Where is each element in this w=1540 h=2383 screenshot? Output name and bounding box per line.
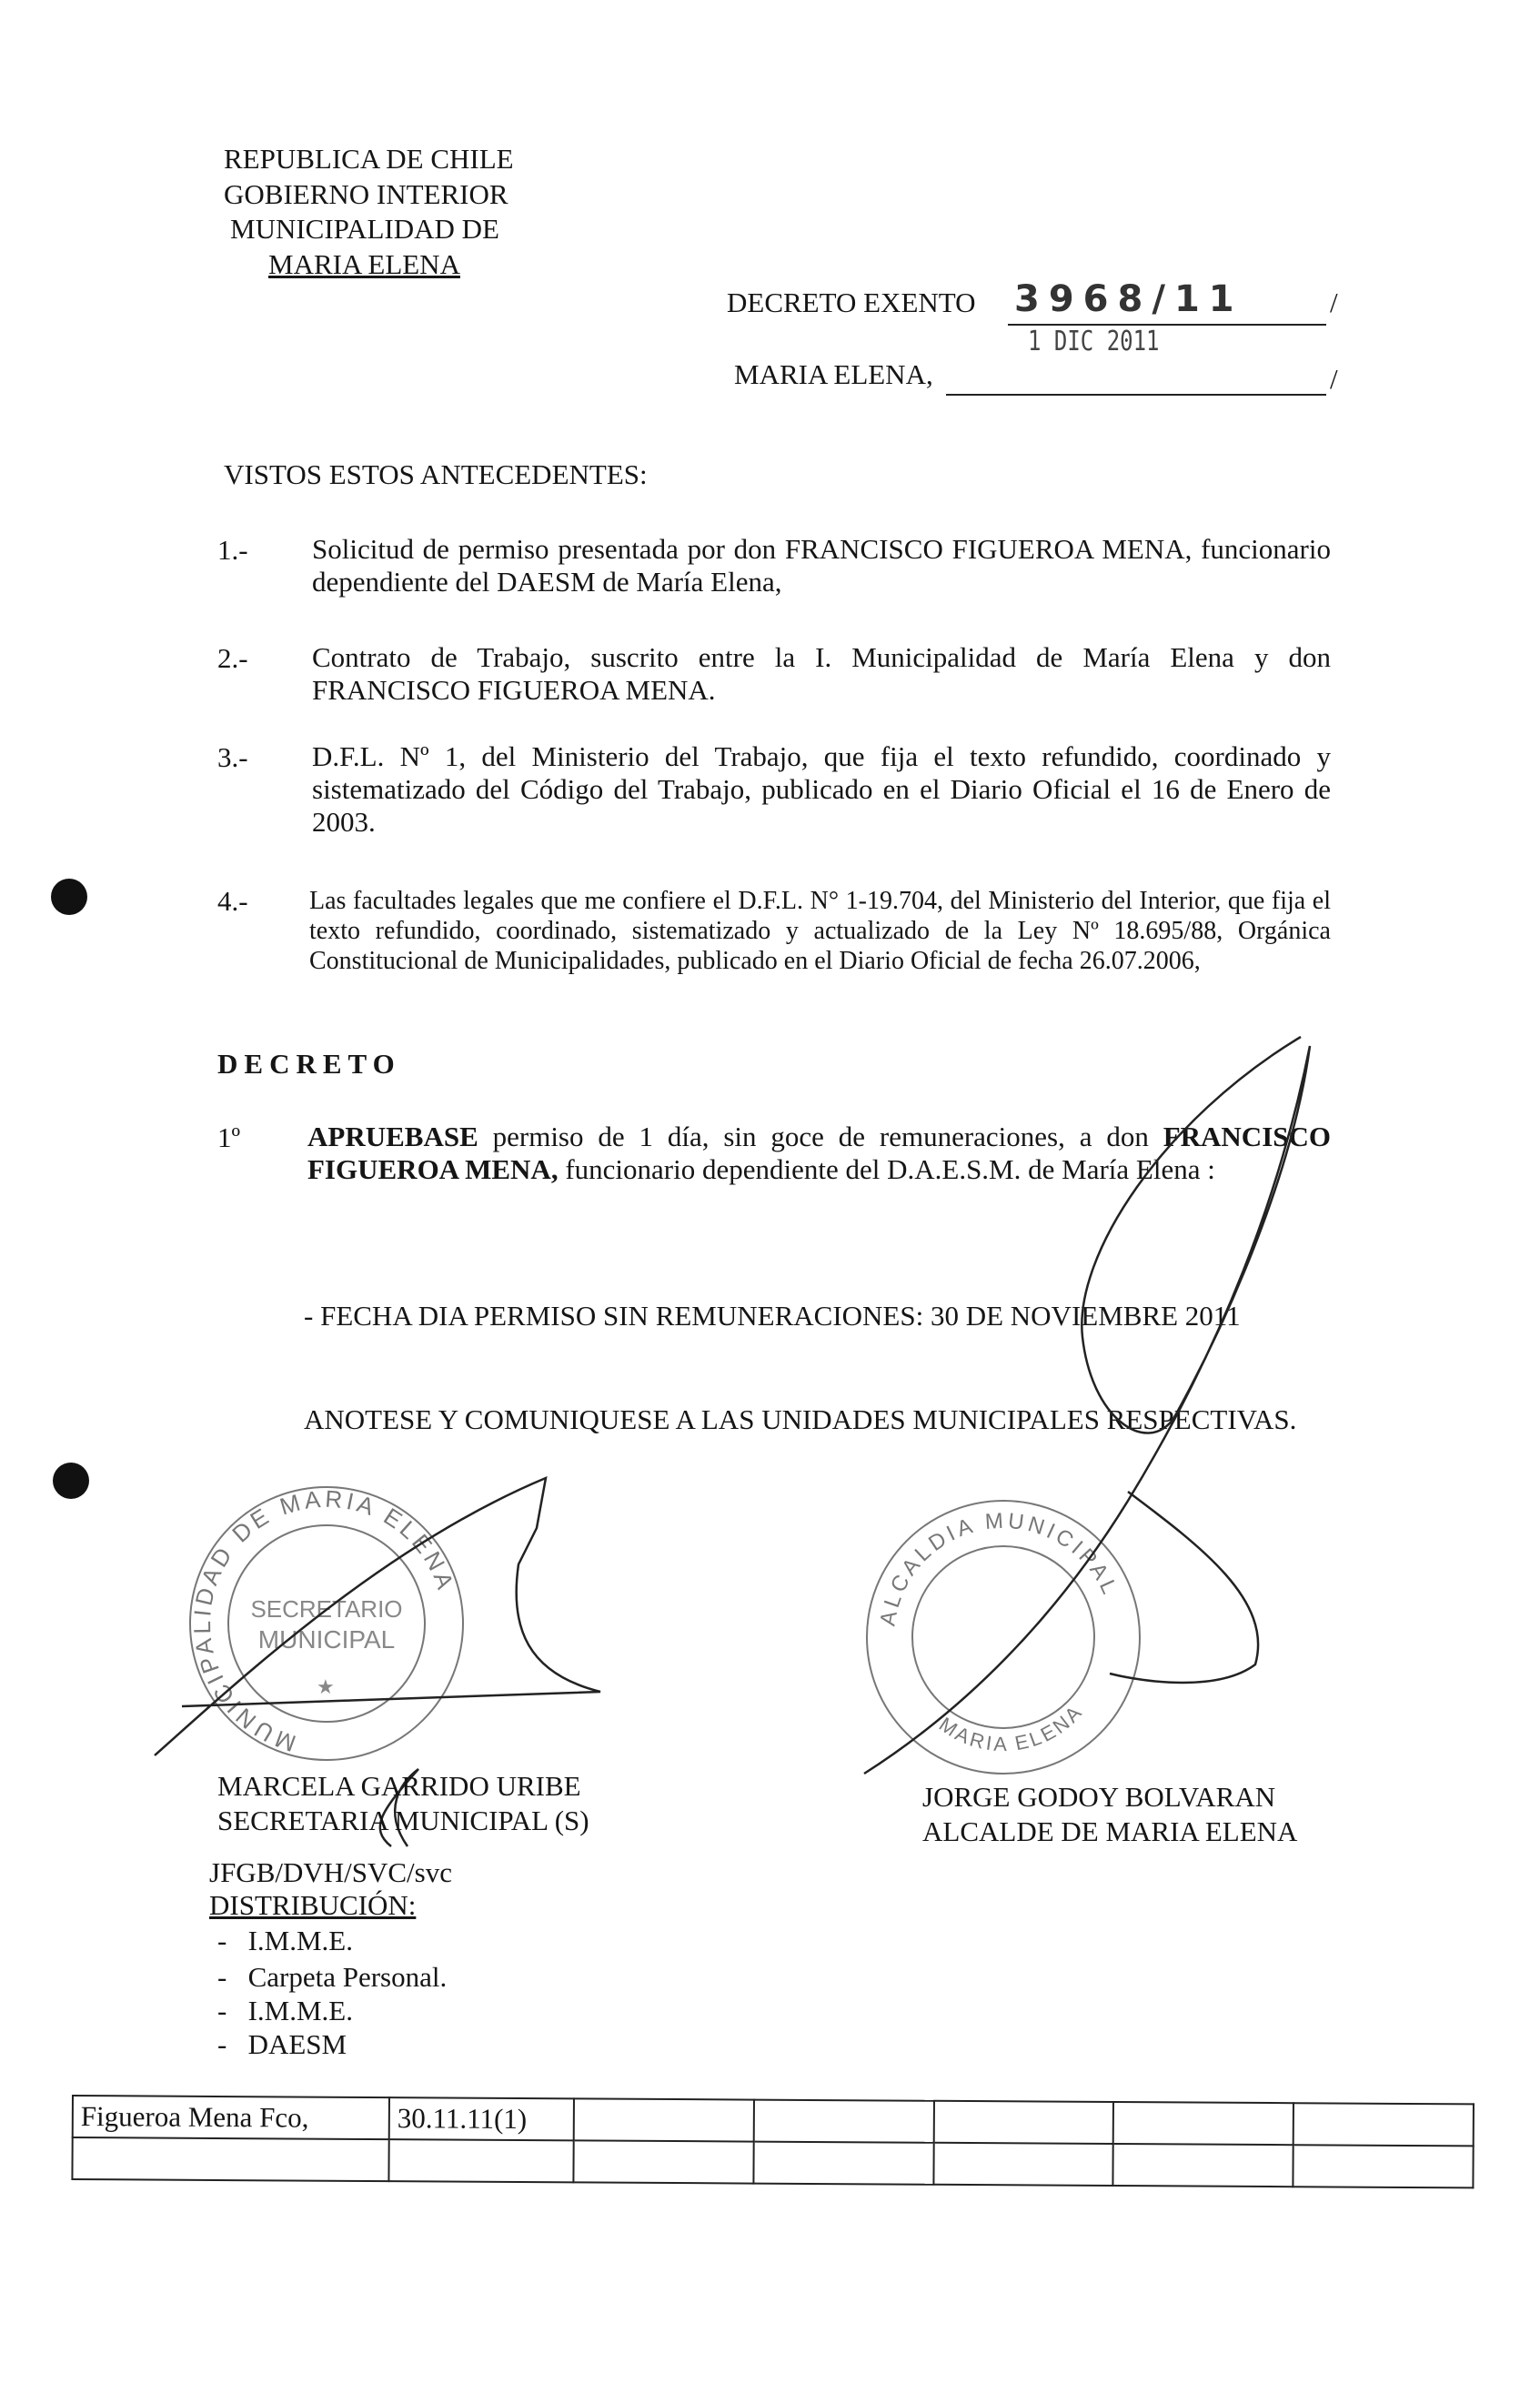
decree-label: DECRETO EXENTO [727,287,976,318]
slash: / [1330,363,1338,395]
header-line: GOBIERNO INTERIOR [224,178,508,210]
svg-text:MUNICIPAL: MUNICIPAL [257,1625,396,1654]
list-item: - I.M.M.E. [217,1925,353,1956]
vistos-title: VISTOS ESTOS ANTECEDENTES: [224,458,648,490]
table-cell [573,2140,753,2183]
table-cell [388,2139,573,2182]
distribution-title: DISTRIBUCIÓN: [209,1889,417,1921]
table-cell [1113,2102,1293,2145]
vistos-item: D.F.L. Nº 1, del Ministerio del Trabajo, que fija el texto refundido, coordinado y sistematizado del Código del Trabajo, publicado en el Diario Oficial el 16 de Enero de 2003. [312,740,1331,838]
table-cell [1113,2144,1293,2187]
vistos-item: Contrato de Trabajo, suscrito entre la I. Municipalidad de María Elena y don FRANCISCO FIGUEROA MENA. [312,641,1331,706]
header-line: REPUBLICA DE CHILE [224,143,514,175]
mayor-stamp [867,1501,1140,1774]
svg-text:MARIA ELENA: MARIA ELENA [934,1699,1088,1756]
list-item: - I.M.M.E. [217,1995,353,2026]
date-stamp: 1 DIC 2011 [1028,326,1160,357]
table-cell [1293,2103,1474,2146]
secretary-stamp [188,1485,463,1760]
header-line: MARIA ELENA [268,248,460,280]
decreto-title: DECRETO [217,1048,401,1080]
svg-text:SECRETARIO: SECRETARIO [250,1595,403,1623]
svg-text:★: ★ [317,1675,335,1698]
table-cell [933,2143,1113,2186]
svg-text:MUNICIPALIDAD DE MARIA ELENA: MUNICIPALIDAD DE MARIA ELENA [187,1484,460,1758]
signature-right [864,1037,1310,1774]
table-cell: 30.11.11(1) [389,2097,574,2140]
table-cell: Figueroa Mena Fco, [73,2096,389,2139]
table-cell [753,2142,933,2185]
list-item: - Carpeta Personal. [217,1961,448,1993]
table-cell [72,2137,388,2181]
table-cell [1293,2145,1474,2187]
list-item: - DAESM [217,2028,347,2060]
decreto-item: APRUEBASE permiso de 1 día, sin goce de remuneraciones, a don FRANCISCO FIGUEROA MENA, funcionario dependiente del D.A.E.S.M. de María Elena : [307,1121,1331,1185]
table-cell [933,2101,1113,2144]
item-number: 4.- [217,885,248,917]
header-line: MUNICIPALIDAD DE [230,213,499,245]
anotese: ANOTESE Y COMUNIQUESE A LAS UNIDADES MUNICIPALES RESPECTIVAS. [304,1403,1297,1435]
place-label: MARIA ELENA, [734,358,933,390]
item-number: 2.- [217,642,248,674]
table-row [72,2137,1473,2187]
vistos-item: Las facultades legales que me confiere el D.F.L. N° 1-19.704, del Ministerio del Interior, que fija el texto refundido, coordinado, sistematizado y actualizado de la Ley Nº 18.695/88, Orgánica Constitucional de Municipalidades, publicado en el Diario Oficial de fecha 26.07.2006, [309,887,1331,975]
secretary-name: MARCELA GARRIDO URIBE [217,1770,581,1802]
item-number: 1.- [217,534,248,566]
table-cell [574,2098,754,2141]
secretary-title: SECRETARIA MUNICIPAL (S) [217,1805,589,1836]
initials: JFGB/DVH/SVC/svc [209,1856,452,1888]
svg-text:ALCALDIA MUNICIPAL: ALCALDIA MUNICIPAL [875,1508,1123,1628]
mayor-title: ALCALDE DE MARIA ELENA [922,1815,1298,1847]
slash: / [1330,287,1338,318]
item-number: 3.- [217,741,248,773]
fecha-permiso: - FECHA DIA PERMISO SIN REMUNERACIONES: 30 DE NOVIEMBRE 2011 [304,1300,1241,1332]
item-number: 1º [217,1121,241,1153]
register-table [71,2095,1475,2188]
table-cell [753,2100,933,2143]
mayor-name: JORGE GODOY BOLVARAN [922,1781,1276,1813]
decree-number: 3968/11 [1014,278,1243,320]
vistos-item: Solicitud de permiso presentada por don FRANCISCO FIGUEROA MENA, funcionario dependiente del DAESM de María Elena, [312,533,1331,598]
